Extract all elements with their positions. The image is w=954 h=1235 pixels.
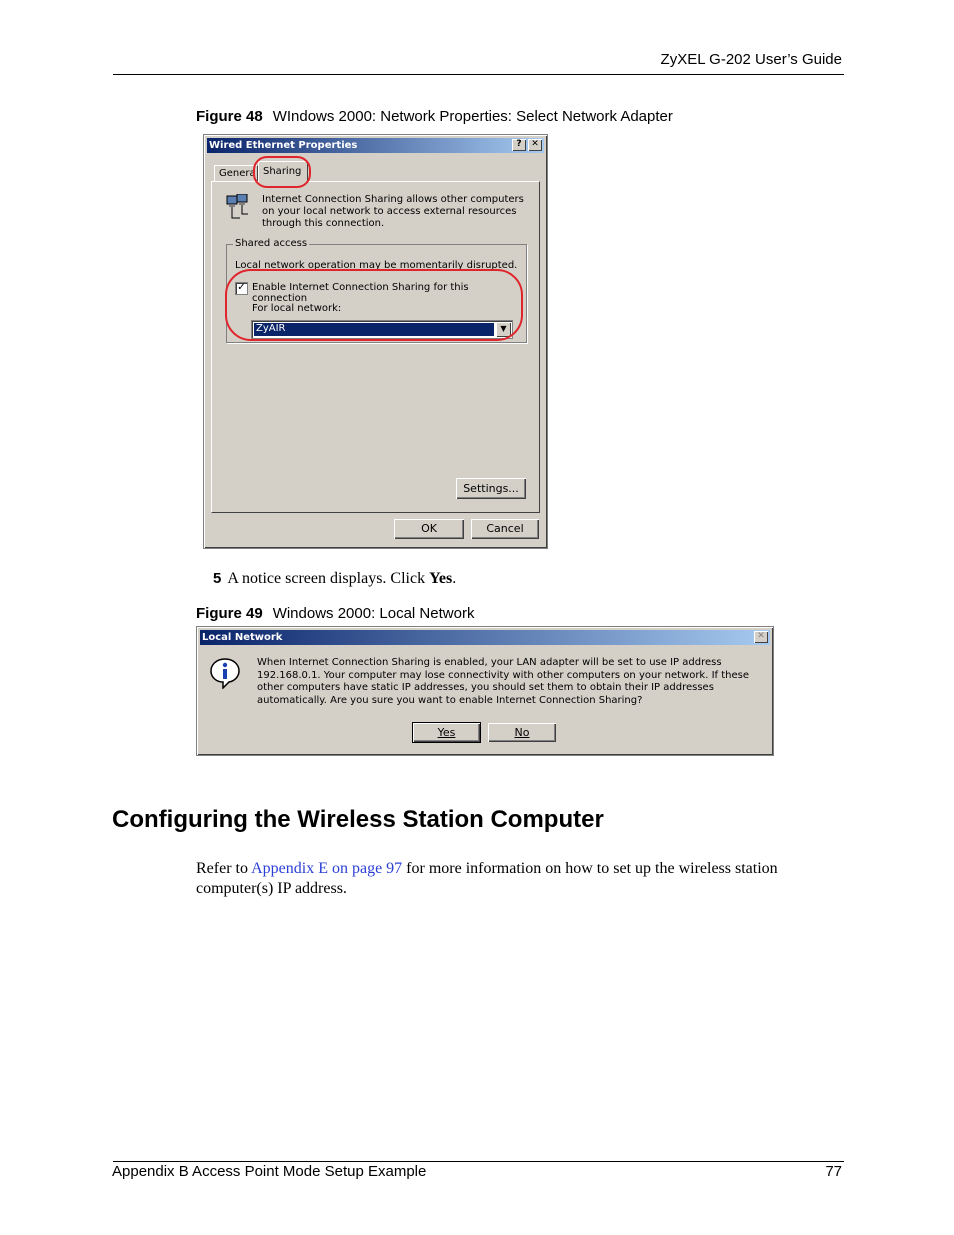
step-text: A notice screen displays. Click <box>227 570 430 587</box>
header-rule <box>113 74 844 75</box>
figure-49-caption <box>196 605 474 622</box>
tab-sharing[interactable]: Sharing <box>258 161 308 182</box>
figure-49-caption-text: Windows 2000: Local Network <box>272 605 475 622</box>
sharing-tab-panel <box>211 181 540 513</box>
footer-rule <box>113 1161 844 1162</box>
paragraph-text-end: for more information on how to set up the wireless station computer(s) IP address. <box>196 860 778 897</box>
selected-adapter: ZyAIR <box>254 323 494 336</box>
local-network-dialog <box>196 626 774 756</box>
dialog-titlebar <box>207 138 544 153</box>
figure-49-label: Figure 49 <box>196 605 263 622</box>
close-icon[interactable]: ✕ <box>754 631 768 643</box>
figure-48-caption-text: WIndows 2000: Network Properties: Select Network Adapter <box>272 108 673 125</box>
highlight-ring-sharing-tab <box>253 156 311 188</box>
ics-warning-message: When Internet Connection Sharing is enabled, your LAN adapter will be set to use IP address 192.168.0.1. Your computer may lose connectivity with other computers on your network. If these other computers have static IP addresses, you should set them to obtain their IP addresses automatically. Are you sure you want to enable Internet Connection Sharing? <box>257 657 750 706</box>
cancel-button[interactable]: Cancel <box>471 519 539 539</box>
ok-button[interactable]: OK <box>394 519 464 539</box>
settings-button[interactable]: Settings... <box>456 478 526 499</box>
enable-ics-label: Enable Internet Connection Sharing for this connection <box>252 282 469 304</box>
disruption-notice: Local network operation may be momentarily disrupted. <box>235 260 518 271</box>
wired-ethernet-properties-dialog <box>203 134 548 549</box>
section-paragraph <box>196 859 836 899</box>
enable-ics-checkbox[interactable]: ✓ <box>235 282 248 295</box>
tab-general[interactable]: Genera <box>214 165 258 181</box>
figure-48-caption <box>196 108 673 125</box>
appendix-e-link[interactable]: Appendix E on page 97 <box>251 860 403 877</box>
dialog-title: Wired Ethernet Properties <box>209 140 358 151</box>
for-local-network-label: For local network: <box>252 303 342 314</box>
step-5 <box>213 570 456 588</box>
page-number: 77 <box>825 1163 842 1180</box>
sharing-description: Internet Connection Sharing allows other computers on your local network to access external resources through this connection. <box>262 194 524 229</box>
highlight-ring-sharing-options <box>225 269 523 341</box>
step-text-end: . <box>452 570 457 587</box>
help-icon[interactable]: ? <box>512 139 526 151</box>
close-icon[interactable]: ✕ <box>528 139 542 151</box>
section-title: Configuring the Wireless Station Computer <box>112 806 604 833</box>
step-number: 5 <box>213 570 222 587</box>
dialog-titlebar <box>200 630 770 645</box>
running-header: ZyXEL G-202 User’s Guide <box>660 51 842 68</box>
dialog-title: Local Network <box>202 632 283 643</box>
footer-chapter: Appendix B Access Point Mode Setup Example <box>112 1163 427 1180</box>
no-button[interactable]: No <box>488 723 556 742</box>
chevron-down-icon[interactable]: ▼ <box>496 322 511 337</box>
figure-48-label: Figure 48 <box>196 108 263 125</box>
shared-access-label: Shared access <box>235 238 308 249</box>
step-bold-yes: Yes <box>429 570 453 587</box>
yes-button[interactable]: Yes <box>413 723 480 742</box>
network-connection-icon <box>226 194 250 220</box>
paragraph-text: Refer to <box>196 860 252 877</box>
info-icon <box>209 657 241 689</box>
